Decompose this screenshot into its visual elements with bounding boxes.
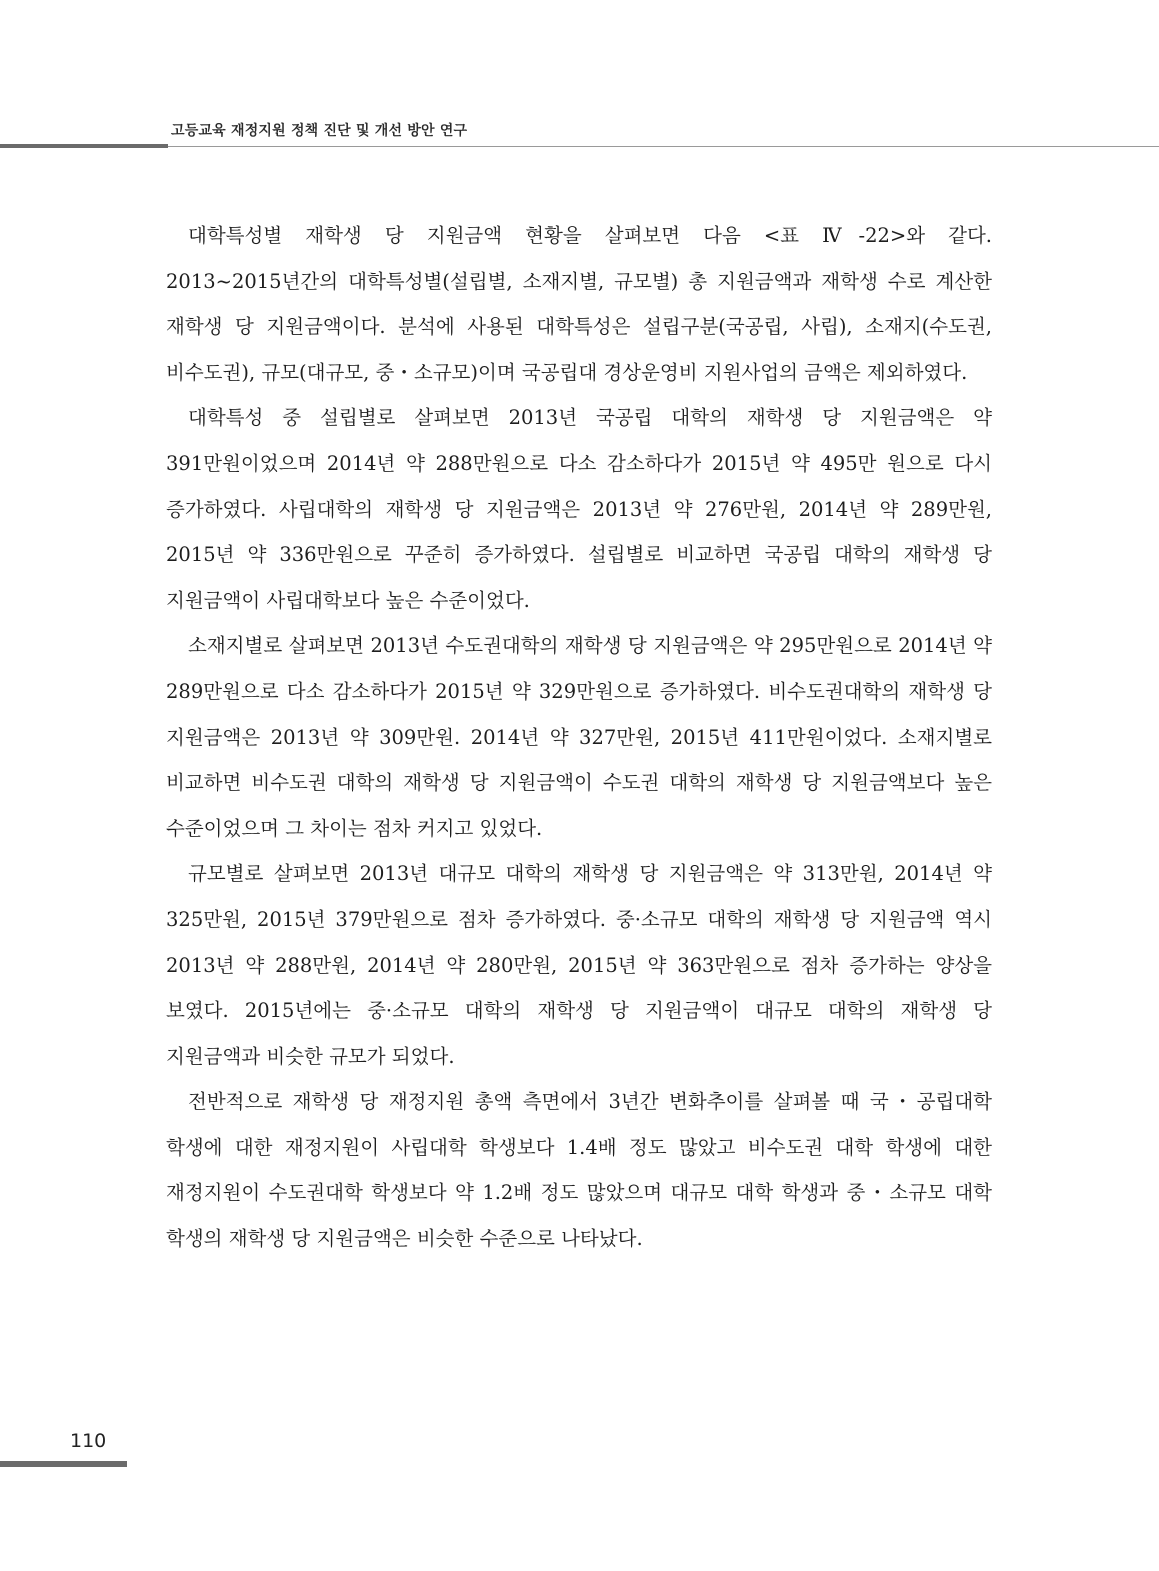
paragraph-summary: 전반적으로 재학생 당 재정지원 총액 측면에서 3년간 변화추이를 살펴볼 때 국・공립대학 학생에 대한 재정지원이 사립대학 학생보다 1.4배 정도 많았고 비수도권 대학 학생에 대한 재정지원이 수도권대학 학생보다 약 1.2배 정도 많았으며 대규모 대학 학생과 중・소규모 대학 학생의 재학생 당 지원금액은 비슷한 수준으로 나타났다. [166, 1090, 992, 1251]
paragraph-overview: 대학특성별 재학생 당 지원금액 현황을 살펴보면 다음 <표 Ⅳ-22>와 같다. 2013~2015년간의 대학특성별(설립별, 소재지별, 규모별) 총 지원금액과 재학생 수로 계산한 재학생 당 지원금액이다. 분석에 사용된 대학특성은 설립구분(국공립, 사립), 소재지(수도권, 비수도권), 규모(대규모, 중・소규모)이며 국공립대 경상운영비 지원사업의 금액은 제외하였다. [166, 224, 992, 384]
body-text [166, 213, 992, 1262]
running-header-title: 고등교육 재정지원 정책 진단 및 개선 방안 연구 [171, 123, 468, 139]
paragraph-by-size: 규모별로 살펴보면 2013년 대규모 대학의 재학생 당 지원금액은 약 313만원, 2014년 약 325만원, 2015년 379만원으로 점차 증가하였다. 중·소규모 대학의 재학생 당 지원금액 역시 2013년 약 288만원, 2014년 약 280만원, 2015년 약 363만원으로 점차 증가하는 양상을 보였다. 2015년에는 중·소규모 대학의 재학생 당 지원금액이 대규모 대학의 재학생 당 지원금액과 비슷한 규모가 되었다. [166, 862, 992, 1068]
paragraph-by-location: 소재지별로 살펴보면 2013년 수도권대학의 재학생 당 지원금액은 약 295만원으로 2014년 약 289만원으로 다소 감소하다가 2015년 약 329만원으로 증가하였다. 비수도권대학의 재학생 당 지원금액은 2013년 약 309만원. 2014년 약 327만원, 2015년 411만원이었다. 소재지별로 비교하면 비수도권 대학의 재학생 당 지원금액이 수도권 대학의 재학생 당 지원금액보다 높은 수준이었으며 그 차이는 점차 커지고 있었다. [166, 634, 992, 840]
footer-rule [0, 1461, 127, 1467]
paragraph-by-establishment: 대학특성 중 설립별로 살펴보면 2013년 국공립 대학의 재학생 당 지원금액은 약 391만원이었으며 2014년 약 288만원으로 다소 감소하다가 2015년 약 495만 원으로 다시 증가하였다. 사립대학의 재학생 당 지원금액은 2013년 약 276만원, 2014년 약 289만원, 2015년 약 336만원으로 꾸준히 증가하였다. 설립별로 비교하면 국공립 대학의 재학생 당 지원금액이 사립대학보다 높은 수준이었다. [166, 406, 992, 612]
header-rule-thin [168, 146, 1159, 147]
header-rule-thick [0, 144, 168, 148]
page-number: 110 [70, 1430, 107, 1452]
